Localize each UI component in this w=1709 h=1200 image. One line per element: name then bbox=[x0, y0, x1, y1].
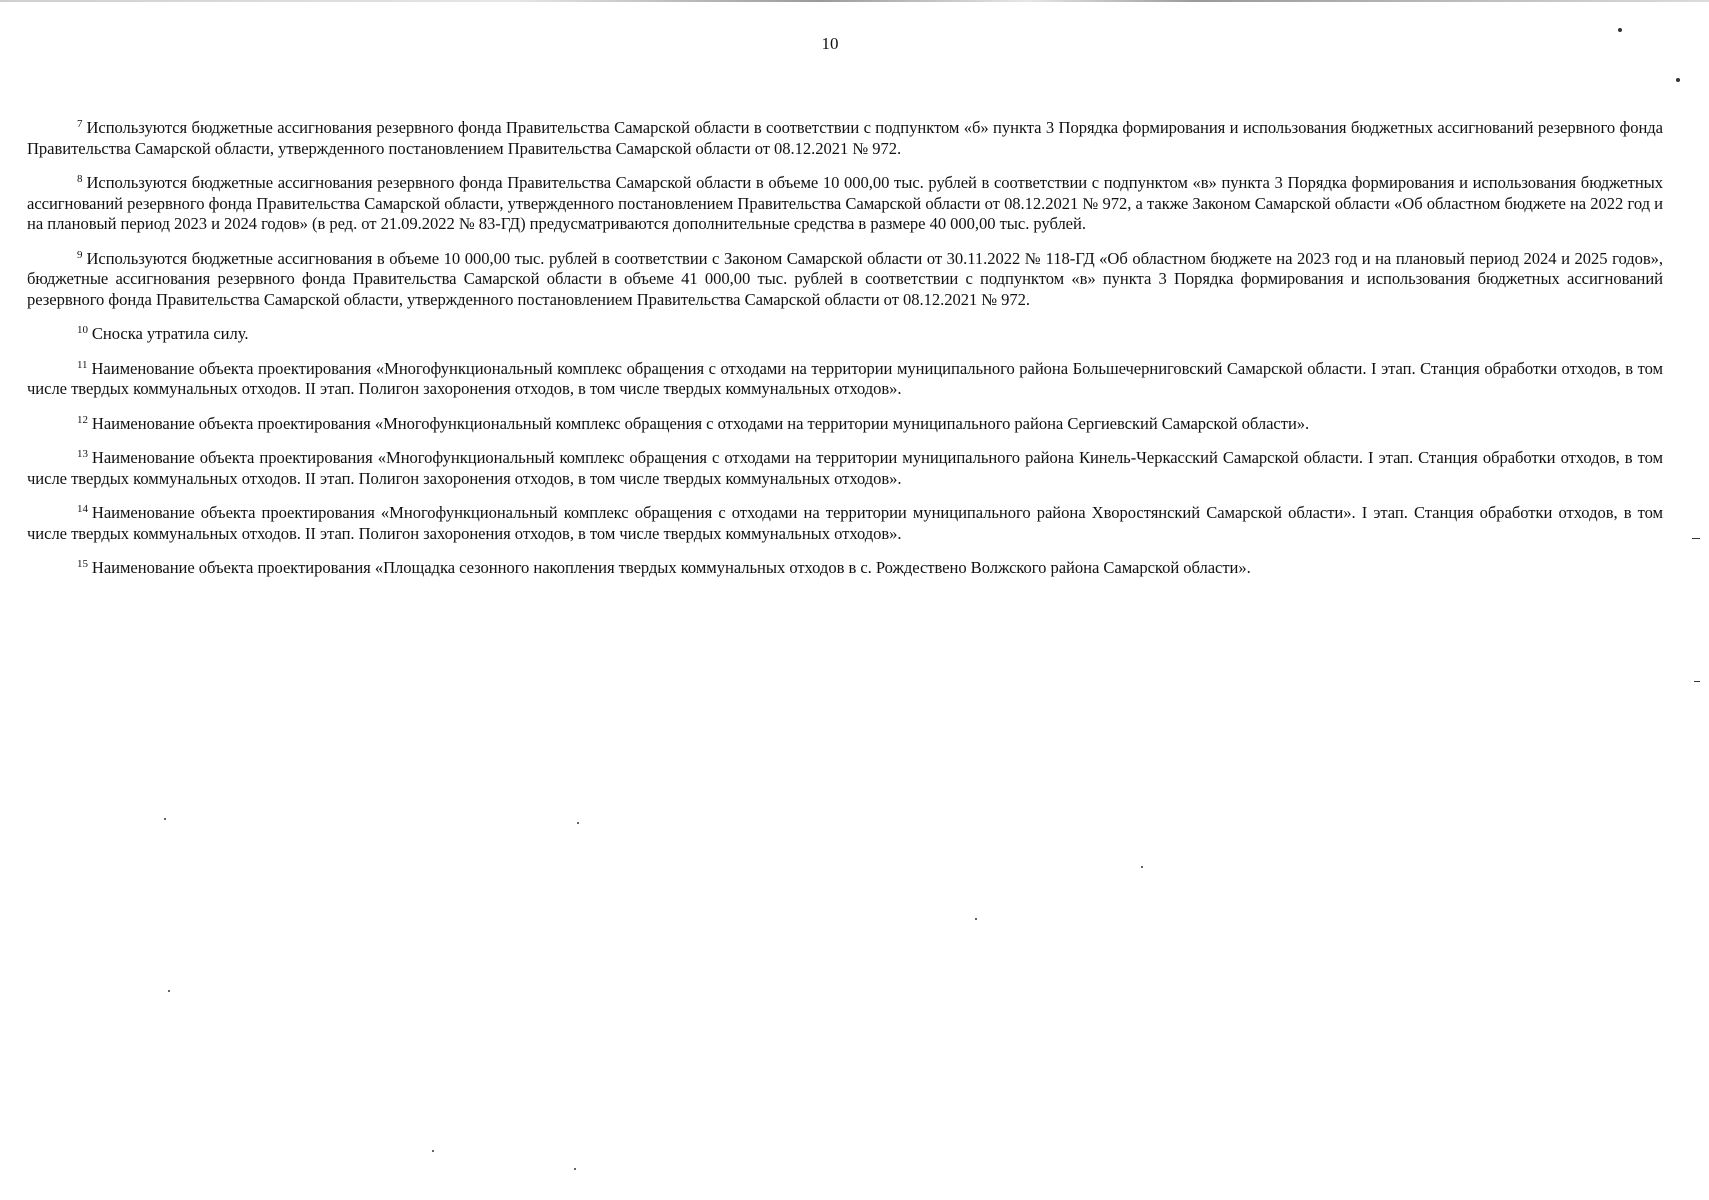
scan-speck bbox=[1692, 538, 1700, 539]
footnote-mark: 12 bbox=[77, 413, 88, 426]
footnotes-list bbox=[27, 118, 1663, 593]
scan-speck bbox=[577, 822, 579, 824]
scan-speck bbox=[1694, 681, 1700, 682]
footnote-mark: 11 bbox=[77, 358, 88, 371]
footnote-9 bbox=[27, 249, 1663, 311]
scan-speck bbox=[432, 1150, 434, 1152]
footnote-mark: 8 bbox=[77, 173, 83, 185]
footnote-text: Используются бюджетные ассигнования резервного фонда Правительства Самарской области в соответствии с подпунктом «б» пункта 3 Порядка формирования и использования бюджетных ассигнований резервного фонда Правительства Самарской области, утвержденного постановлением Правительства Самарской области от 08.12.2021 № 972. bbox=[27, 118, 1663, 158]
footnote-text: Наименование объекта проектирования «Многофункциональный комплекс обращения с отходами на территории муниципального района Кинель-Черкасский Самарской области. I этап. Станция обработки отходов, в том числе твердых коммунальных отходов. II этап. Полигон захоронения отходов, в том числе твердых коммунальных отходов». bbox=[27, 448, 1663, 488]
footnote-text: Наименование объекта проектирования «Многофункциональный комплекс обращения с отходами на территории муниципального района Хворостянский Самарской области». I этап. Станция обработки отходов, в том числе твердых коммунальных отходов. II этап. Полигон захоронения отходов, в том числе твердых коммунальных отходов». bbox=[27, 503, 1663, 543]
footnote-text: Наименование объекта проектирования «Площадка сезонного накопления твердых коммунальных отходов в с. Рождествено Волжского района Самарской области». bbox=[91, 558, 1251, 577]
footnote-text: Наименование объекта проектирования «Многофункциональный комплекс обращения с отходами на территории муниципального района Сергиевский Самарской области». bbox=[91, 413, 1310, 433]
footnote-mark: 14 bbox=[77, 503, 88, 515]
footnote-8 bbox=[27, 173, 1663, 235]
footnote-mark: 10 bbox=[77, 324, 88, 336]
footnote-13 bbox=[27, 448, 1663, 489]
footnote-mark: 7 bbox=[77, 118, 83, 130]
footnote-10 bbox=[27, 324, 1663, 345]
footnote-15 bbox=[27, 558, 1663, 579]
footnote-text: Наименование объекта проектирования «Многофункциональный комплекс обращения с отходами на территории муниципального района Большечерниговский Самарской области. I этап. Станция обработки отходов, в том числе твердых коммунальных отходов. II этап. Полигон захоронения отходов, в том числе твердых коммунальных отходов». bbox=[27, 358, 1663, 398]
footnote-text: Используются бюджетные ассигнования резервного фонда Правительства Самарской области в объеме 10 000,00 тыс. рублей в соответствии с подпунктом «в» пункта 3 Порядка формирования и использования бюджетных ассигнований резервного фонда Правительства Самарской области, утвержденного постановлением Правительства Самарской области от 08.12.2021 № 972, а также Законом Самарской области «Об областном бюджете на 2022 год и на плановый период 2023 и 2024 годов» (в ред. от 21.09.2022 № 83-ГД) предусматриваются дополнительные средства в размере 40 000,00 тыс. рублей. bbox=[27, 173, 1663, 233]
footnote-mark: 9 bbox=[77, 248, 83, 261]
footnote-mark: 13 bbox=[77, 448, 88, 460]
scan-speck bbox=[164, 818, 166, 820]
scan-top-edge bbox=[0, 0, 1709, 2]
scan-speck bbox=[1141, 866, 1143, 868]
footnote-text: Используются бюджетные ассигнования в объеме 10 000,00 тыс. рублей в соответствии с Законом Самарской области от 30.11.2022 № 118-ГД «Об областном бюджете на 2023 год и на плановый период 2024 и 2025 годов», бюджетные ассигнования резервного фонда Правительства Самарской области в объеме 41 000,00 тыс. рублей в соответствии с подпунктом «в» пункта 3 Порядка формирования и использования бюджетных ассигнований резервного фонда Правительства Самарской области, утвержденного постановлением Правительства Самарской области от 08.12.2021 № 972. bbox=[27, 248, 1663, 309]
scan-speck bbox=[1618, 28, 1622, 32]
footnote-7 bbox=[27, 118, 1663, 159]
page-number: 10 bbox=[821, 34, 839, 53]
footnote-text: Сноска утратила силу. bbox=[91, 324, 249, 343]
footnote-11 bbox=[27, 359, 1663, 400]
scan-speck bbox=[574, 1168, 576, 1170]
footnote-14 bbox=[27, 503, 1663, 544]
scan-speck bbox=[1676, 78, 1680, 82]
scan-speck bbox=[975, 918, 977, 920]
scan-speck bbox=[168, 990, 170, 992]
footnote-12 bbox=[27, 414, 1663, 435]
footnote-mark: 15 bbox=[77, 558, 88, 570]
